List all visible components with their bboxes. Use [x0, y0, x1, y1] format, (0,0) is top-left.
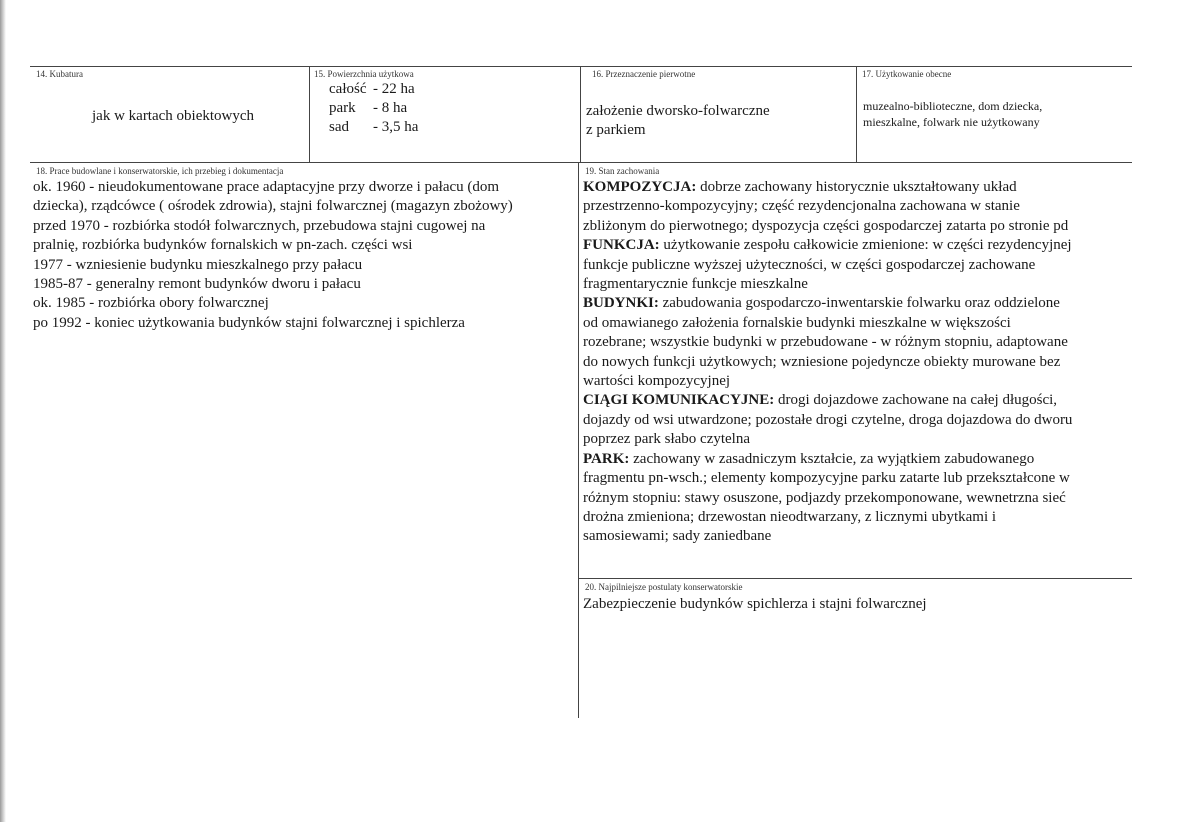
condition-line — [583, 391, 1072, 410]
box-17-label: 17. Użytkowanie obecne — [862, 69, 952, 79]
box-19-label: 19. Stan zachowania — [585, 166, 660, 176]
condition-text: drogi dojazdowe zachowane na całej długości, — [774, 392, 1058, 409]
condition-line — [583, 372, 1072, 391]
divider-18-19 — [578, 162, 579, 718]
condition-line — [583, 275, 1072, 294]
condition-text: zbliżonym do pierwotnego; dyspozycja części gospodarczej zatarta po stronie pd — [583, 217, 1069, 234]
condition-line — [583, 450, 1072, 469]
condition-text: wartości kompozycyjnej — [583, 373, 731, 390]
condition-text: różnym stopniu: stawy osuszone, podjazdy przekomponowane, wewnetrzna sieć — [583, 489, 1066, 506]
work-entry: ok. 1985 - rozbiórka obory folwarcznej — [33, 295, 269, 312]
condition-text: użytkowanie zespołu całkowicie zmienione: w części rezydencyjnej — [659, 237, 1072, 254]
condition-line — [583, 430, 1072, 449]
condition-line — [583, 527, 1072, 546]
condition-text: dojazdy od wsi utwardzone; pozostałe drogi czytelne, droga dojazdowa do dworu — [583, 411, 1073, 428]
box-19-text — [583, 178, 1072, 547]
top-rule — [30, 66, 1132, 67]
condition-line — [583, 508, 1072, 527]
condition-line — [583, 469, 1072, 488]
box-18-label: 18. Prace budowlane i konserwatorskie, ich przebieg i dokumentacja — [36, 166, 284, 176]
middle-rule — [30, 162, 1132, 163]
condition-text: rozebrane; wszystkie budynki w przebudowane - w różnym stopniu, adaptowane — [583, 334, 1068, 351]
work-entry: pralnię, rozbiórka budynków fornalskich w pn-zach. części wsi — [33, 237, 413, 254]
box-16-label: 16. Przeznaczenie pierwotne — [592, 69, 696, 79]
box-16-line: założenie dworsko-folwarczne — [586, 103, 770, 119]
condition-text: zabudowania gospodarczo-inwentarskie folwarku oraz oddzielone — [658, 295, 1060, 312]
section-heading: FUNKCJA: — [583, 237, 660, 254]
condition-text: dobrze zachowany historycznie ukształtowany układ — [696, 179, 1017, 195]
condition-text: fragmentarycznie funkcje mieszkalne — [583, 276, 808, 293]
condition-line — [583, 178, 1072, 197]
condition-text: fragmentu pn-wsch.; elementy kompozycyjne parku zatarte lub przekształcone w — [583, 470, 1070, 487]
box-18-text — [33, 178, 513, 333]
condition-text: do nowych funkcji użytkowych; wzniesione pojedyncze obiekty murowane bez — [583, 353, 1061, 370]
section-heading: KOMPOZYCJA: — [583, 179, 697, 195]
condition-text: od omawianego założenia fornalskie budynki mieszkalne w większości — [583, 314, 1011, 331]
condition-text: samosiewami; sady zaniedbane — [583, 528, 772, 545]
box-14-value: jak w kartach obiektowych — [92, 108, 255, 124]
condition-line — [583, 333, 1072, 352]
condition-line — [583, 411, 1072, 430]
area-row-value: - 22 ha — [373, 81, 415, 97]
work-entry: przed 1970 - rozbiórka stodół folwarcznych, przebudowa stajni cugowej na — [33, 217, 486, 234]
condition-line — [583, 489, 1072, 508]
area-row-value: - 8 ha — [373, 100, 408, 116]
area-row-value: - 3,5 ha — [373, 119, 419, 135]
work-entry: 1985-87 - generalny remont budynków dworu i pałacu — [33, 276, 361, 293]
condition-text: funkcje publiczne wyższej użyteczności, w części gospodarczej zachowane — [583, 256, 1036, 273]
area-row-name: całość — [329, 81, 367, 97]
divider-16-17 — [856, 66, 857, 162]
box-15-label: 15. Powierzchnia użytkowa — [314, 69, 414, 79]
area-row-name: sad — [329, 119, 349, 135]
box-16-line: z parkiem — [586, 122, 646, 138]
divider-15-16 — [580, 66, 581, 162]
condition-text: zachowany w zasadniczym kształcie, za wyjątkiem zabudowanego — [629, 450, 1035, 467]
box-20-value: Zabezpieczenie budynków spichlerza i stajni folwarcznej — [583, 596, 927, 612]
work-entry: po 1992 - koniec użytkowania budynków stajni folwarcznej i spichlerza — [33, 314, 465, 331]
box-20-label: 20. Najpilniejsze postulaty konserwatorskie — [585, 582, 743, 592]
postulates-rule — [578, 578, 1132, 579]
box-14-label: 14. Kubatura — [36, 69, 83, 79]
condition-text: drożna zmieniona; drzewostan nieodtwarzany, z licznymi ubytkami i — [583, 508, 997, 525]
condition-line — [583, 353, 1072, 372]
condition-line — [583, 197, 1072, 216]
condition-line — [583, 217, 1072, 236]
condition-text: poprzez park słabo czytelna — [583, 431, 750, 448]
box-17-line: muzealno-biblioteczne, dom dziecka, — [863, 99, 1043, 113]
scan-edge — [0, 0, 6, 822]
work-entry: ok. 1960 - nieudokumentowane prace adaptacyjne przy dworze i pałacu (dom — [33, 179, 500, 195]
divider-14-15 — [309, 66, 310, 162]
section-heading: CIĄGI KOMUNIKACYJNE: — [583, 392, 775, 409]
section-heading: BUDYNKI: — [583, 295, 659, 312]
section-heading: PARK: — [583, 450, 630, 467]
area-row-name: park — [329, 100, 356, 116]
condition-line — [583, 256, 1072, 275]
condition-line — [583, 294, 1072, 313]
work-entry: 1977 - wzniesienie budynku mieszkalnego przy pałacu — [33, 256, 363, 273]
box-17-line: mieszkalne, folwark nie użytkowany — [863, 115, 1040, 129]
condition-text: przestrzenno-kompozycyjny; część rezydencjonalna zachowana w stanie — [583, 198, 1020, 215]
work-entry: dziecka), rządcówce ( ośrodek zdrowia), stajni folwarcznej (magazyn zbożowy) — [33, 198, 513, 215]
condition-line — [583, 314, 1072, 333]
condition-line — [583, 236, 1072, 255]
